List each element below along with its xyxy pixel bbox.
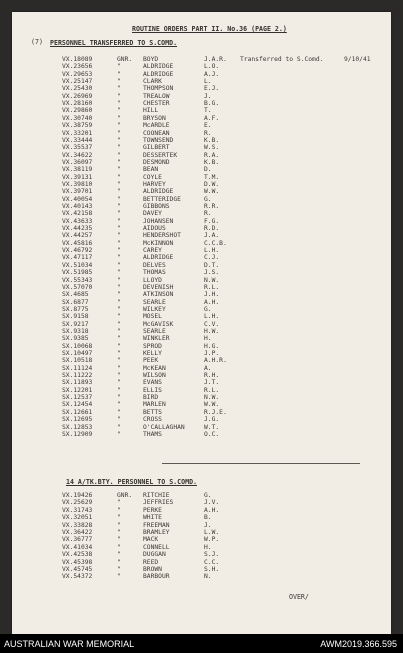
surname: BETTERIDGE: [143, 195, 181, 203]
surname: McKEAN: [143, 364, 166, 372]
rank: ": [117, 100, 121, 108]
rank: ": [117, 386, 121, 394]
table-row: [12, 551, 391, 559]
surname: DAVEY: [143, 210, 162, 218]
table-row: [12, 573, 391, 581]
rank: ": [117, 114, 121, 122]
initials: A.: [204, 364, 212, 372]
surname: LLOYD: [143, 276, 162, 284]
initials: J.A.: [204, 232, 220, 240]
surname: BROWN: [143, 566, 162, 573]
over-label: OVER/: [289, 593, 309, 601]
rank: ": [117, 305, 121, 313]
initials: D.T.: [204, 261, 220, 269]
table-row: [12, 544, 391, 552]
rank: ": [117, 298, 121, 306]
rank: ": [117, 379, 121, 387]
rank: ": [117, 430, 121, 438]
surname: GIBBONS: [143, 203, 170, 210]
section-title-transferred: PERSONNEL TRANSFERRED TO S.COMD.: [50, 39, 178, 47]
rank: ": [117, 506, 121, 514]
service-number: VX.28160: [62, 100, 93, 108]
rank: ": [117, 78, 121, 86]
rank: ": [117, 536, 121, 544]
service-number: VX.25430: [62, 85, 93, 93]
initials: G.: [204, 305, 212, 313]
surname: DELVES: [143, 261, 166, 269]
surname: CLARK: [143, 78, 162, 86]
service-number: VX.26969: [62, 92, 93, 100]
initials: W.P.: [204, 536, 220, 544]
surname: TOWNSEND: [143, 136, 174, 144]
service-number: SX.12853: [62, 423, 93, 431]
initials: H.: [204, 335, 212, 343]
service-number: VX.55343: [62, 276, 93, 284]
service-number: SX.11893: [62, 379, 93, 387]
service-number: VX.33444: [62, 136, 93, 144]
initials: G.: [204, 195, 212, 203]
service-number: VX.36097: [62, 158, 93, 166]
initials: J.T.: [204, 379, 220, 387]
service-number: SX.12537: [62, 394, 93, 402]
surname: SEARLE: [143, 327, 166, 335]
service-number: VX.44235: [62, 225, 93, 233]
initials: W.S.: [204, 144, 220, 152]
service-number: VX.43633: [62, 217, 93, 225]
surname: AIDOUS: [143, 225, 166, 233]
initials: N.W.: [204, 394, 220, 402]
table-row: [12, 536, 391, 544]
surname: McARDLE: [143, 122, 170, 130]
initials: J.V.: [204, 499, 220, 507]
initials: L.W.: [204, 529, 220, 536]
surname: RITCHIE: [143, 492, 170, 499]
initials: N.: [204, 573, 212, 581]
rank: ": [117, 573, 121, 581]
initials: T.: [204, 107, 212, 115]
rank: ": [117, 401, 121, 409]
initials: L.H.: [204, 313, 220, 321]
table-row: [12, 499, 391, 507]
service-number: VX.19426: [62, 492, 93, 499]
surname: KELLY: [143, 350, 162, 357]
rank: ": [117, 357, 121, 365]
initials: W.W.: [204, 188, 220, 196]
initials: G.: [204, 492, 212, 499]
service-number: SX.11124: [62, 364, 93, 372]
rank: ": [117, 129, 121, 137]
service-number: SX.4685: [62, 291, 89, 299]
surname: WHITE: [143, 514, 162, 522]
table-row: [12, 507, 391, 515]
rank: ": [117, 261, 121, 269]
surname: FREEMAN: [143, 521, 170, 529]
service-number: VX.38759: [62, 122, 93, 130]
rank: ": [117, 254, 121, 262]
surname: JEFFRIES: [143, 499, 174, 507]
rank: ": [117, 551, 121, 559]
table-row: [12, 431, 391, 439]
service-number: VX.47117: [62, 254, 93, 262]
surname: JOHANSEN: [143, 217, 174, 225]
service-number: VX.54372: [62, 573, 93, 581]
initials: L.H.: [204, 247, 220, 255]
initials: J.: [204, 92, 212, 100]
surname: CONNELL: [143, 543, 170, 551]
surname: PEEK: [143, 357, 159, 365]
surname: DESSERTEK: [143, 151, 178, 159]
service-number: SX.12909: [62, 430, 93, 438]
rank: ": [117, 158, 121, 166]
surname: REED: [143, 558, 159, 566]
service-number: VX.35537: [62, 144, 93, 152]
service-number: VX.41034: [62, 543, 93, 551]
service-number: SX.10068: [62, 342, 93, 350]
service-number: VX.40143: [62, 203, 93, 210]
rank: ": [117, 514, 121, 522]
rank: ": [117, 529, 121, 536]
rank: ": [117, 188, 121, 196]
surname: EVANS: [143, 379, 162, 387]
service-number: VX.33828: [62, 521, 93, 529]
service-number: VX.36422: [62, 529, 93, 536]
surname: DESMOND: [143, 158, 170, 166]
rank: ": [117, 63, 121, 71]
surname: McKINNON: [143, 239, 174, 247]
table-row: [12, 492, 391, 500]
service-number: SX.12454: [62, 401, 93, 409]
surname: CROSS: [143, 416, 162, 424]
initials: O.C.: [204, 430, 220, 438]
initials: N.W.: [204, 276, 220, 284]
rank: ": [117, 85, 121, 93]
surname: HARVEY: [143, 180, 166, 188]
rank: ": [117, 408, 121, 416]
service-number: VX.34622: [62, 151, 93, 159]
initials: J.H.: [204, 291, 220, 299]
service-number: VX.45816: [62, 239, 93, 247]
surname: GILBERT: [143, 144, 170, 152]
initials: R.J.E.: [204, 408, 227, 416]
initials: E.: [204, 122, 212, 130]
rank: ": [117, 232, 121, 240]
service-number: VX.33201: [62, 129, 93, 137]
surname: McGAVISK: [143, 320, 174, 328]
initials: W.W.: [204, 401, 220, 409]
rank: ": [117, 203, 121, 210]
service-number: SX.10518: [62, 357, 93, 365]
initials: K.B.: [204, 136, 220, 144]
service-number: VX.51034: [62, 261, 93, 269]
surname: BRAMLEY: [143, 529, 170, 536]
rank: ": [117, 364, 121, 372]
initials: E.J.: [204, 85, 220, 93]
rank: ": [117, 144, 121, 152]
surname: ALDRIDGE: [143, 254, 174, 262]
rank: ": [117, 136, 121, 144]
service-number: VX.39810: [62, 180, 93, 188]
initials: C.C.: [204, 558, 220, 566]
service-number: SX.10497: [62, 350, 93, 357]
initials: C.C.B.: [204, 239, 227, 247]
initials: A.H.R.: [204, 357, 227, 365]
service-number: SX.12661: [62, 408, 93, 416]
surname: BARBOUR: [143, 573, 170, 581]
initials: H.W.: [204, 327, 220, 335]
service-number: VX.25147: [62, 78, 93, 86]
initials: A.F.: [204, 114, 220, 122]
service-number: VX.51985: [62, 269, 93, 277]
service-number: VX.40054: [62, 195, 93, 203]
service-number: VX.38119: [62, 166, 93, 174]
rank: ": [117, 423, 121, 431]
remark: Transferred to S.Comd.: [240, 56, 324, 63]
archive-footer: [0, 634, 403, 653]
rank: ": [117, 107, 121, 115]
rank: ": [117, 350, 121, 357]
table-row: [12, 566, 391, 574]
surname: CAREY: [143, 247, 162, 255]
surname: THOMPSON: [143, 85, 174, 93]
initials: B.: [204, 514, 212, 522]
surname: BRYSON: [143, 114, 166, 122]
service-number: SX.9158: [62, 313, 89, 321]
footer-accession-id: AWM2019.366.595: [320, 639, 397, 649]
service-number: VX.42538: [62, 551, 93, 559]
document-page: [12, 12, 391, 634]
rank: ": [117, 335, 121, 343]
initials: A.J.: [204, 70, 220, 78]
service-number: VX.25629: [62, 499, 93, 507]
section-divider: [162, 463, 360, 464]
surname: ALDRIDGE: [143, 63, 174, 71]
initials: R.R.: [204, 203, 220, 210]
initials: T.M.: [204, 173, 220, 181]
rank: ": [117, 372, 121, 380]
surname: ELLIS: [143, 386, 162, 394]
service-number: SX.9217: [62, 320, 89, 328]
surname: BOYD: [143, 56, 159, 63]
initials: H.G.: [204, 342, 220, 350]
initials: K.B.: [204, 158, 220, 166]
service-number: VX.23656: [62, 63, 93, 71]
service-number: VX.45745: [62, 566, 93, 573]
initials: C.J.: [204, 254, 220, 262]
service-number: VX.29653: [62, 70, 93, 78]
rank: ": [117, 210, 121, 218]
surname: ALDRIDGE: [143, 70, 174, 78]
service-number: VX.18089: [62, 56, 93, 63]
footer-institution: AUSTRALIAN WAR MEMORIAL: [4, 639, 135, 649]
rank: ": [117, 195, 121, 203]
service-number: SX.9318: [62, 327, 89, 335]
rank: ": [117, 166, 121, 174]
initials: J.P.: [204, 350, 220, 357]
surname: MOSEL: [143, 313, 162, 321]
rank: ": [117, 327, 121, 335]
surname: HILL: [143, 107, 159, 115]
surname: THAMS: [143, 430, 162, 438]
surname: CHESTER: [143, 100, 170, 108]
initials: R.L.: [204, 283, 220, 291]
rank: ": [117, 283, 121, 291]
surname: BETTS: [143, 408, 162, 416]
service-number: SX.8775: [62, 305, 89, 313]
rank: ": [117, 320, 121, 328]
initials: B.G.: [204, 100, 220, 108]
surname: O'CALLAGHAN: [143, 423, 185, 431]
rank: ": [117, 225, 121, 233]
initials: D.W.: [204, 180, 220, 188]
surname: ATKINSON: [143, 291, 174, 299]
service-number: VX.44257: [62, 232, 93, 240]
initials: S.H.: [204, 566, 220, 573]
initials: R.L.: [204, 386, 220, 394]
initials: R.D.: [204, 225, 220, 233]
surname: BEAN: [143, 166, 159, 174]
rank: ": [117, 394, 121, 402]
surname: THOMAS: [143, 269, 166, 277]
service-number: SX.12201: [62, 386, 93, 394]
surname: WILKEY: [143, 305, 166, 313]
surname: SEARLE: [143, 298, 166, 306]
service-number: VX.30740: [62, 114, 93, 122]
surname: MACK: [143, 536, 159, 544]
service-number: VX.36777: [62, 536, 93, 544]
initials: F.G.: [204, 217, 220, 225]
rank: ": [117, 416, 121, 424]
rank: GNR.: [117, 492, 133, 499]
rank: ": [117, 92, 121, 100]
surname: TREALOW: [143, 92, 170, 100]
surname: DUGGAN: [143, 551, 166, 559]
page-title: ROUTINE ORDERS PART II. No.36 (PAGE 2.): [132, 25, 287, 33]
table-row: [12, 559, 391, 567]
service-number: VX.42158: [62, 210, 93, 218]
rank: ": [117, 558, 121, 566]
initials: A.H.: [204, 298, 220, 306]
initials: R.A.: [204, 151, 220, 159]
surname: COONEAN: [143, 129, 170, 137]
initials: L.: [204, 78, 212, 86]
service-number: VX.45398: [62, 558, 93, 566]
initials: S.J.: [204, 551, 220, 559]
initials: L.O.: [204, 63, 220, 71]
rank: ": [117, 521, 121, 529]
service-number: VX.32051: [62, 514, 93, 522]
section-number: (7): [31, 38, 43, 46]
service-number: SX.6877: [62, 298, 89, 306]
service-number: SX.9385: [62, 335, 89, 343]
initials: R.: [204, 210, 212, 218]
initials: C.V.: [204, 320, 220, 328]
surname: BIRD: [143, 394, 159, 402]
surname: PERKE: [143, 506, 162, 514]
surname: MARLEN: [143, 401, 166, 409]
initials: A.H.: [204, 506, 220, 514]
rank: ": [117, 70, 121, 78]
service-number: VX.39701: [62, 188, 93, 196]
date: 9/10/41: [344, 56, 371, 63]
section-title-battery: 14 A/TK.BTY. PERSONNEL TO S.COMD.: [66, 478, 198, 486]
rank: ": [117, 342, 121, 350]
initials: H.: [204, 543, 212, 551]
surname: WILSON: [143, 372, 166, 380]
rank: ": [117, 217, 121, 225]
rank: ": [117, 269, 121, 277]
surname: HENDERSHOT: [143, 232, 181, 240]
service-number: SX.11222: [62, 372, 93, 380]
rank: ": [117, 566, 121, 573]
rank: ": [117, 499, 121, 507]
initials: J.A.R.: [204, 56, 227, 63]
surname: SPROD: [143, 342, 162, 350]
initials: J.: [204, 521, 212, 529]
rank: ": [117, 151, 121, 159]
rank: ": [117, 247, 121, 255]
table-row: [12, 522, 391, 530]
rank: ": [117, 291, 121, 299]
service-number: VX.31743: [62, 506, 93, 514]
rank: ": [117, 180, 121, 188]
service-number: VX.46792: [62, 247, 93, 255]
table-row: [12, 514, 391, 522]
surname: DEVENISH: [143, 283, 174, 291]
rank: ": [117, 276, 121, 284]
surname: ALDRIDGE: [143, 188, 174, 196]
service-number: VX.57070: [62, 283, 93, 291]
surname: WINKLER: [143, 335, 170, 343]
rank: ": [117, 313, 121, 321]
table-row: [12, 529, 391, 537]
initials: J.S.: [204, 269, 220, 277]
initials: R.H.: [204, 372, 220, 380]
service-number: SX.12695: [62, 416, 93, 424]
service-number: VX.39131: [62, 173, 93, 181]
surname: COYLE: [143, 173, 162, 181]
initials: W.T.: [204, 423, 220, 431]
rank: ": [117, 239, 121, 247]
rank: ": [117, 173, 121, 181]
rank: GNR.: [117, 56, 133, 63]
initials: R.: [204, 129, 212, 137]
rank: ": [117, 122, 121, 130]
service-number: VX.29860: [62, 107, 93, 115]
initials: J.G.: [204, 416, 220, 424]
initials: D.: [204, 166, 212, 174]
rank: ": [117, 543, 121, 551]
